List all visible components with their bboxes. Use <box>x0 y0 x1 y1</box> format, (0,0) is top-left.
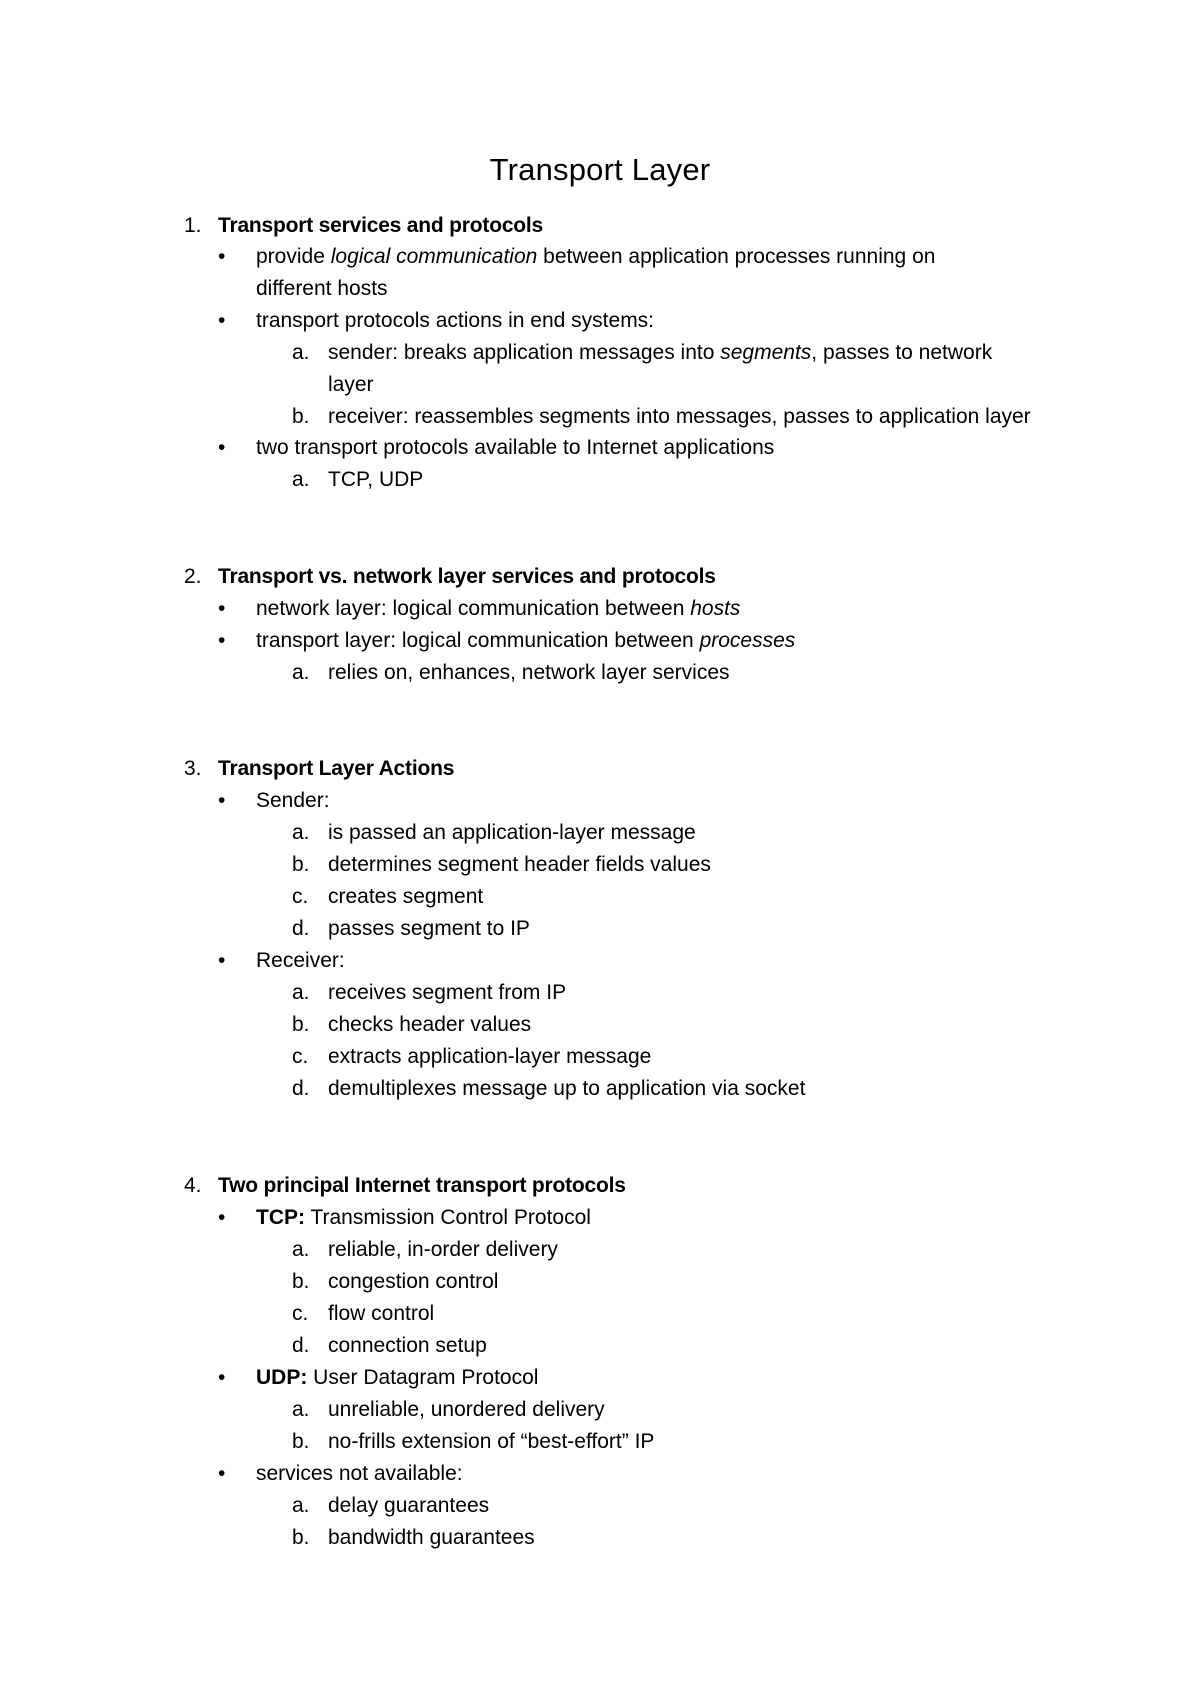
subitem-letter: c. <box>292 1045 309 1068</box>
subitem-letter: a. <box>292 981 310 1004</box>
section-number: 4. <box>184 1174 202 1197</box>
section-heading: Two principal Internet transport protocols <box>218 1174 626 1197</box>
subitem-text: is passed an application-layer message <box>328 821 696 844</box>
bullet-text: services not available: <box>256 1462 463 1485</box>
subitem-text: determines segment header fields values <box>328 853 711 876</box>
subitem-text: congestion control <box>328 1270 499 1293</box>
subitem-text: receives segment from IP <box>328 981 567 1004</box>
subitem-letter: d. <box>292 1077 310 1100</box>
bullet-text: network layer: logical communication between hosts <box>256 597 741 620</box>
subitem-text: unreliable, unordered delivery <box>328 1398 605 1421</box>
subitem-letter: b. <box>292 1526 310 1549</box>
bullet-icon: • <box>218 789 226 812</box>
bullet-text: TCP: Transmission Control Protocol <box>256 1206 591 1229</box>
subitem-text: reliable, in-order delivery <box>328 1238 558 1261</box>
subitem-letter: a. <box>292 1494 310 1517</box>
subitem-text: passes segment to IP <box>328 917 530 940</box>
bullet-icon: • <box>218 245 226 268</box>
subitem-text: sender: breaks application messages into segments, passes to network <box>328 341 993 364</box>
bullet-icon: • <box>218 597 226 620</box>
subitem-letter: d. <box>292 1334 310 1357</box>
document-title: Transport Layer <box>489 152 711 187</box>
subitem-letter: b. <box>292 1430 310 1453</box>
bullet-icon: • <box>218 1366 226 1389</box>
bullet-icon: • <box>218 436 226 459</box>
bullet-text-continuation: different hosts <box>256 277 388 300</box>
subitem-text: TCP, UDP <box>328 468 424 491</box>
subitem-letter: a. <box>292 1238 310 1261</box>
subitem-letter: a. <box>292 821 310 844</box>
bullet-text: transport protocols actions in end systems: <box>256 309 655 332</box>
subitem-text: relies on, enhances, network layer services <box>328 661 730 684</box>
bullet-text: provide logical communication between application processes running on <box>256 245 936 268</box>
bullet-text: Sender: <box>256 789 330 812</box>
subitem-text: flow control <box>328 1302 435 1325</box>
subitem-text-continuation: layer <box>328 373 374 396</box>
bullet-text: transport layer: logical communication between processes <box>256 629 796 652</box>
subitem-letter: a. <box>292 661 310 684</box>
bullet-icon: • <box>218 1206 226 1229</box>
subitem-letter: b. <box>292 1013 310 1036</box>
section-number: 2. <box>184 565 202 588</box>
subitem-letter: b. <box>292 853 310 876</box>
subitem-text: delay guarantees <box>328 1494 490 1517</box>
subitem-text: extracts application-layer message <box>328 1045 652 1068</box>
subitem-letter: a. <box>292 341 310 364</box>
subitem-letter: b. <box>292 405 310 428</box>
bullet-text: Receiver: <box>256 949 345 972</box>
subitem-text: bandwidth guarantees <box>328 1526 535 1549</box>
subitem-letter: d. <box>292 917 310 940</box>
bullet-icon: • <box>218 1462 226 1485</box>
bullet-text: two transport protocols available to Internet applications <box>256 436 775 459</box>
section-heading: Transport Layer Actions <box>218 757 455 780</box>
subitem-text: creates segment <box>328 885 484 908</box>
subitem-text: checks header values <box>328 1013 532 1036</box>
section-heading: Transport vs. network layer services and protocols <box>218 565 716 588</box>
subitem-text: connection setup <box>328 1334 487 1357</box>
bullet-text: UDP: User Datagram Protocol <box>256 1366 539 1389</box>
subitem-letter: b. <box>292 1270 310 1293</box>
section-number: 1. <box>184 214 202 237</box>
subitem-letter: c. <box>292 885 309 908</box>
subitem-text: no-frills extension of “best-effort” IP <box>328 1430 655 1453</box>
subitem-text: receiver: reassembles segments into messages, passes to application layer <box>328 405 1031 428</box>
subitem-letter: a. <box>292 1398 310 1421</box>
subitem-letter: a. <box>292 468 310 491</box>
section-heading: Transport services and protocols <box>218 214 544 237</box>
section-number: 3. <box>184 757 202 780</box>
bullet-icon: • <box>218 949 226 972</box>
bullet-icon: • <box>218 309 226 332</box>
subitem-text: demultiplexes message up to application via socket <box>328 1077 806 1100</box>
bullet-icon: • <box>218 629 226 652</box>
subitem-letter: c. <box>292 1302 309 1325</box>
